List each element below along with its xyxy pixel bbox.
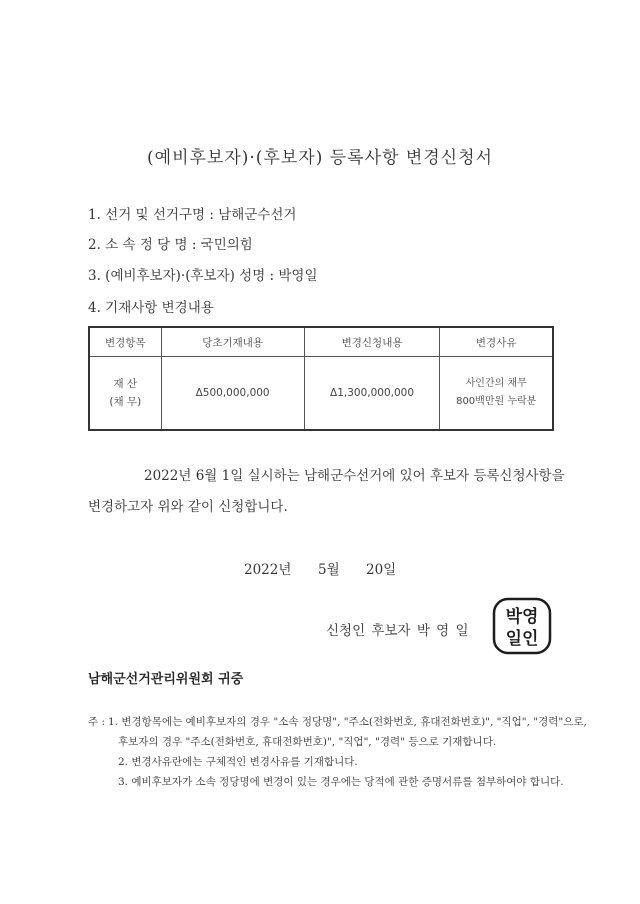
cell-change-item (89, 357, 161, 431)
request-paragraph: 2022년 6월 1일 실시하는 남해군수선거에 있어 후보자 등록신청사항을 변경하고자 위와 같이 신청합니다. (88, 468, 565, 515)
field-candidate-name: 3. (예비후보자)·(후보자) 성명 : 박영일 (88, 268, 318, 284)
cell-reason-line2: 800백만원 누락분 (456, 396, 537, 407)
note-text-1: 1. 변경항목에는 예비후보자의 경우 "소속 정당명", "주소(전화번호, 휴대전화번호)", "직업", "경력"으로, (108, 716, 587, 728)
cell-requested-value: Δ1,300,000,000 (304, 357, 440, 431)
cell-change-reason (440, 357, 553, 431)
note-line-2: 2. 변경사유란에는 구체적인 변경사유를 기재합니다. (118, 756, 358, 768)
table-row (89, 357, 553, 431)
committee-addressee: 남해군선거관리위원회 귀중 (88, 672, 244, 687)
field-party-name: 2. 소 속 정 당 명 : 국민의힘 (88, 237, 253, 253)
cell-reason-line1: 사인간의 채무 (465, 378, 527, 389)
table-header-row (89, 327, 553, 357)
note-line-1 (88, 712, 587, 732)
change-table (88, 326, 554, 431)
header-change-reason: 변경사유 (440, 327, 553, 357)
date-day: 20일 (366, 562, 397, 578)
field-election-name: 1. 선거 및 선거구명 : 남해군수선거 (88, 207, 297, 223)
field-change-details: 4. 기재사항 변경내용 (88, 300, 214, 316)
document-title: (예비후보자)·(후보자) 등록사항 변경신청서 (147, 148, 493, 168)
cell-original-value: Δ500,000,000 (161, 357, 304, 431)
notes-label: 주 : (88, 716, 106, 728)
date-year: 2022년 (244, 562, 292, 578)
header-original-content: 당초기재내용 (161, 327, 304, 357)
note-line-1-cont: 후보자의 경우 "주소(전화번호, 휴대전화번호)", "직업", "경력" 등으로 기재합니다. (118, 736, 497, 748)
seal-stamp-icon (490, 596, 554, 656)
stamp-text-top: 박영 (505, 607, 539, 627)
date-month: 5월 (318, 562, 340, 578)
header-requested-content: 변경신청내용 (304, 327, 440, 357)
header-change-item: 변경항목 (89, 327, 161, 357)
stamp-text-bottom: 일인 (505, 629, 539, 649)
cell-item-line2: (채 무) (109, 396, 142, 408)
note-line-3: 3. 예비후보자가 소속 정당명에 변경이 있는 경우에는 당적에 관한 증명서류를 첨부하여야 합니다. (118, 776, 564, 788)
notes-section (88, 712, 587, 792)
cell-item-line1: 재 산 (113, 378, 138, 390)
applicant-signature-line: 신청인 후보자 박 영 일 (326, 623, 469, 639)
